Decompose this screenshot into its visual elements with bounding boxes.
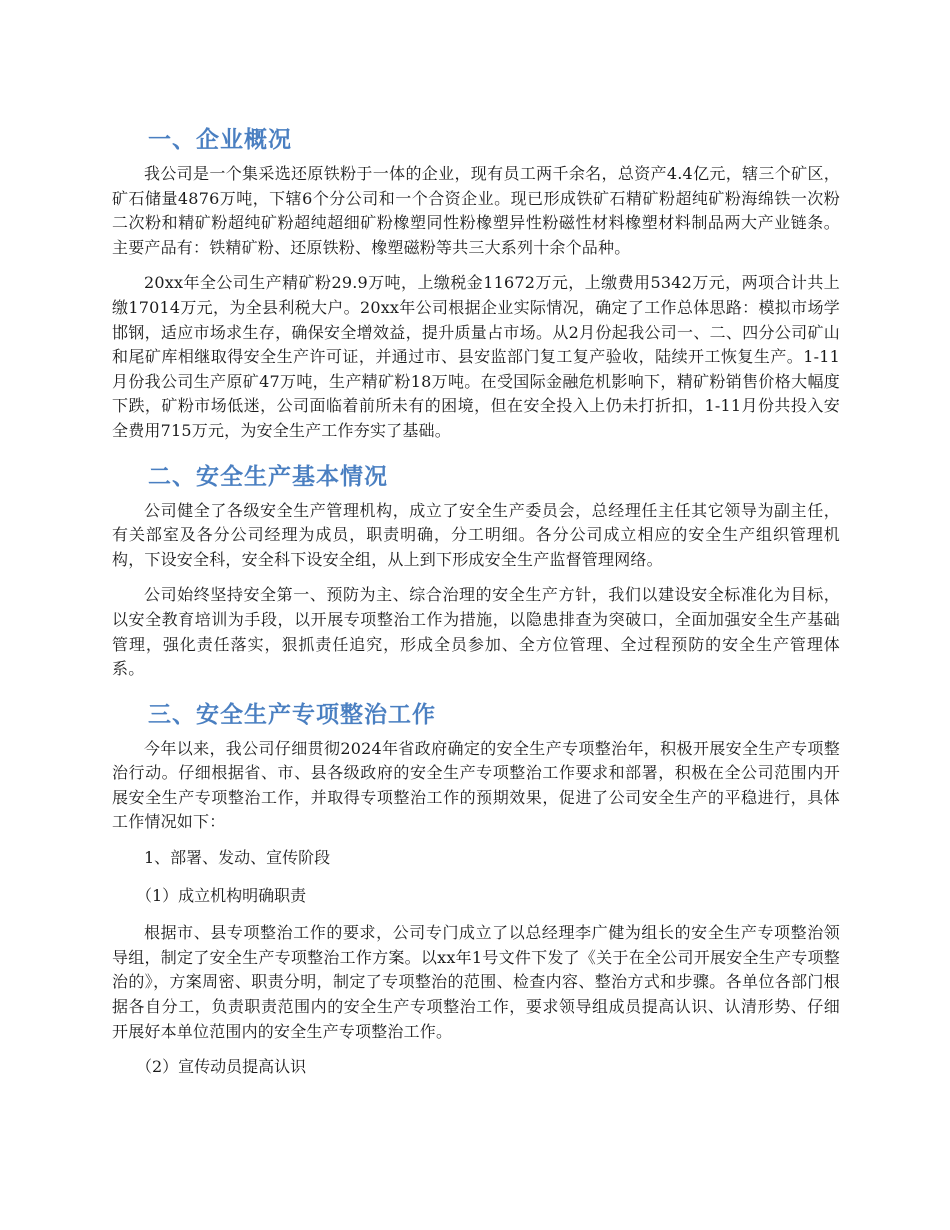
section-heading-special-rectification: 三、安全生产专项整治工作 [148, 701, 436, 728]
section-heading-overview: 一、企业概况 [148, 127, 292, 153]
list-item-level-2: （2）宣传动员提高认识 [136, 1057, 307, 1077]
paragraph: 根据市、县专项整治工作的要求，公司专门成立了以总经理李广健为组长的安全生产专项整治领导组，制定了安全生产专项整治工作方案。以xx年1号文件下发了《关于在全公司开展安全生产专项整治的》，方案周密、职责分明，制定了专项整治的范围、检查内容、整治方式和步骤。各单位各部门根据各自分工，负责职责范围内的安全生产专项整治工作，要求领导组成员提高认识、认清形势、仔细开展好本单位范围内的安全生产专项整治工作。 [112, 923, 840, 1041]
paragraph: 今年以来，我公司仔细贯彻2024年省政府确定的安全生产专项整治年，积极开展安全生产专项整治行动。仔细根据省、市、县各级政府的安全生产专项整治工作要求和部署，积极在全公司范围内开展安全生产专项整治工作，并取得专项整治工作的预期效果，促进了公司安全生产的平稳进行，具体工作情况如下： [112, 738, 840, 832]
paragraph: 公司健全了各级安全生产管理机构，成立了安全生产委员会，总经理任主任其它领导为副主任，有关部室及各分公司经理为成员，职责明确，分工明细。各分公司成立相应的安全生产组织管理机构，下设安全科，安全科下设安全组，从上到下形成安全生产监督管理网络。 [112, 500, 840, 569]
paragraph: 我公司是一个集采选还原铁粉于一体的企业，现有员工两千余名，总资产4.4亿元，辖三个矿区，矿石储量4876万吨，下辖6个分公司和一个合资企业。现已形成铁矿石精矿粉超纯矿粉海绵铁一次粉二次粉和精矿粉超纯矿粉超纯超细矿粉橡塑同性粉橡塑异性粉磁性材料橡塑材料制品两大产业链条。主要产品有：铁精矿粉、还原铁粉、橡塑磁粉等共三大系列十余个品种。 [112, 164, 840, 257]
paragraph: 20xx年全公司生产精矿粉29.9万吨，上缴税金11672万元，上缴费用5342万元，两项合计共上缴17014万元，为全县利税大户。20xx年公司根据企业实际情况，确定了工作总体思路：模拟市场学邯钢，适应市场求生存，确保安全增效益，提升质量占市场。从2月份起我公司一、二、四分公司矿山和尾矿库相继取得安全生产许可证，并通过市、县安监部门复工复产验收，陆续开工恢复生产。1-11月份我公司生产原矿47万吨，生产精矿粉18万吨。在受国际金融危机影响下，精矿粉销售价格大幅度下跌，矿粉市场低迷，公司面临着前所未有的困境，但在安全投入上仍未打折扣，1-11月份共投入安全费用715万元，为安全生产工作夯实了基础。 [112, 273, 840, 440]
list-item-level-2: （1）成立机构明确职责 [136, 885, 307, 905]
document-page [112, 118, 840, 1093]
paragraph: 公司始终坚持安全第一、预防为主、综合治理的安全生产方针，我们以建设安全标准化为目标，以安全教育培训为手段，以开展专项整治工作为措施，以隐患排查为突破口，全面加强安全生产基础管理，强化责任落实，狠抓责任追究，形成全员参加、全方位管理、全过程预防的安全生产管理体系。 [112, 585, 840, 679]
list-item-level-1: 1、部署、发动、宣传阶段 [144, 848, 331, 868]
section-heading-safety-basics: 二、安全生产基本情况 [148, 463, 388, 490]
